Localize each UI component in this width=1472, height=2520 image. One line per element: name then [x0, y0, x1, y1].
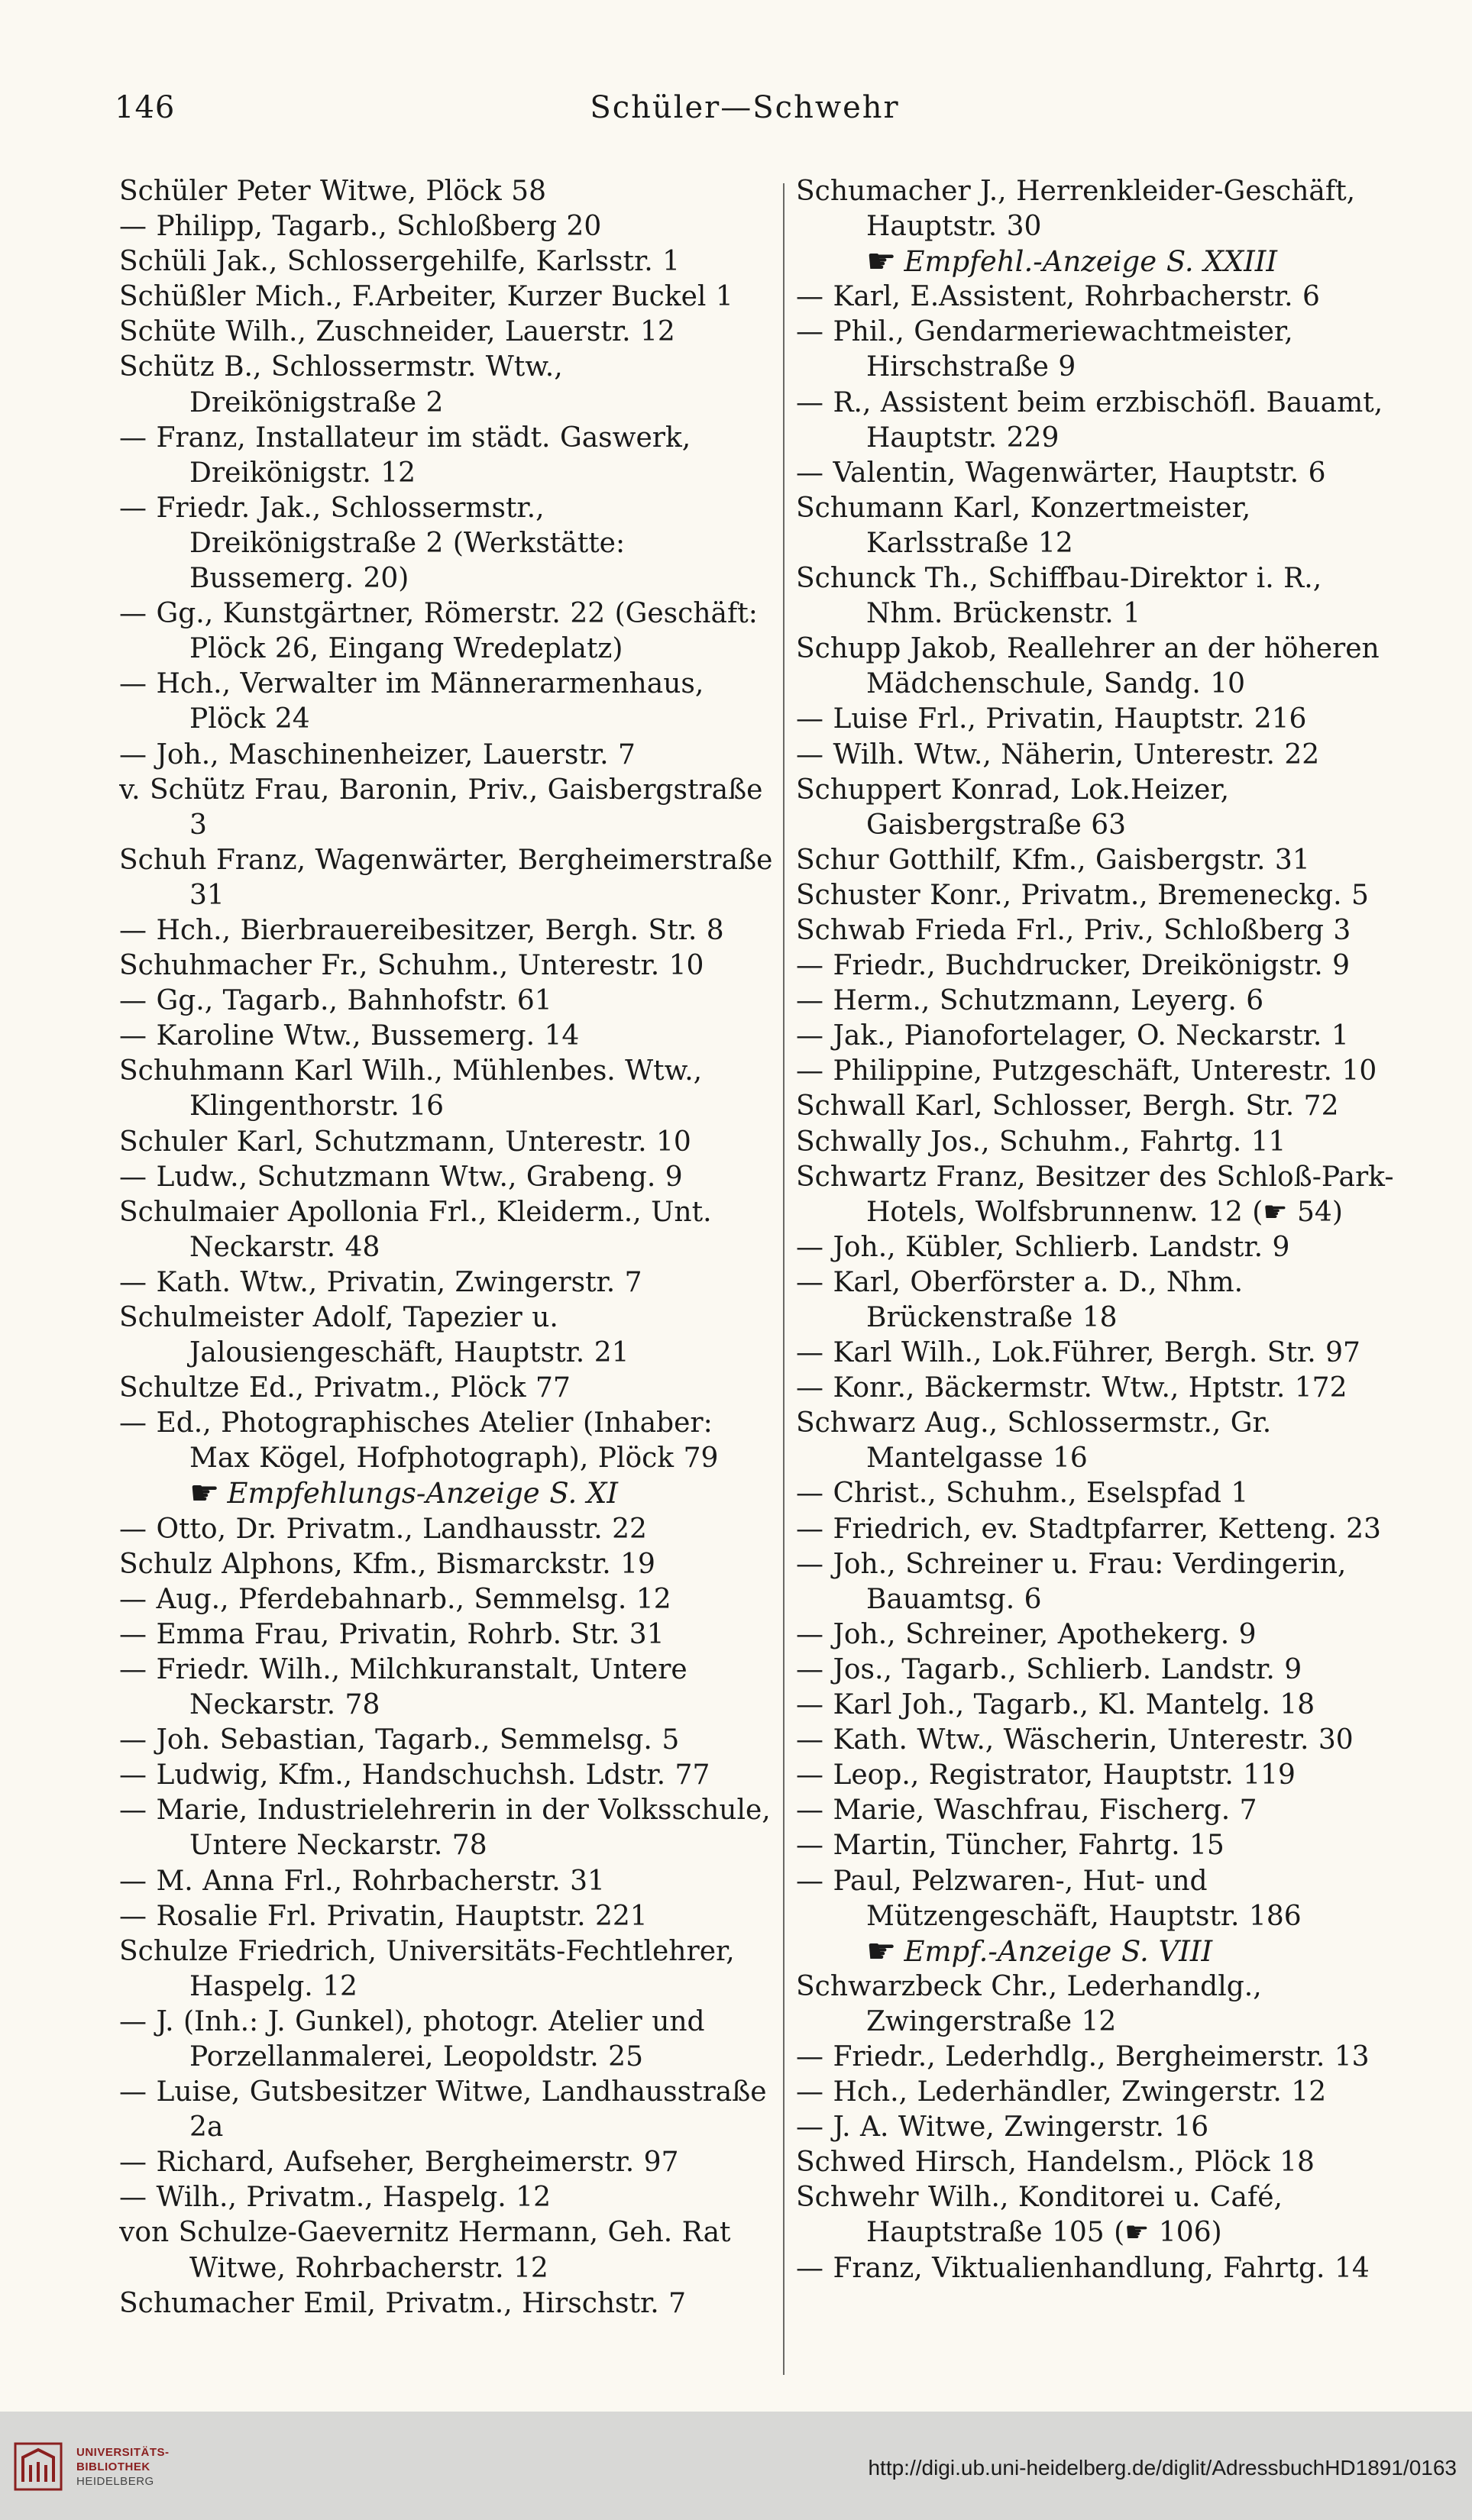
- entry-text: Schwed Hirsch, Handelsm., Plöck 18: [796, 2147, 1315, 2179]
- advertisement-reference: [796, 242, 1403, 282]
- entry-text: — Herm., Schutzmann, Leyerg. 6: [796, 985, 1264, 1017]
- entry-text: — Luise, Gutsbesitzer Witwe, Landhausstraße 2a: [119, 2076, 767, 2144]
- entry-text: — Hch., Lederhändler, Zwingerstr. 12: [796, 2076, 1327, 2108]
- library-logo-icon: [14, 2442, 63, 2491]
- library-name-line: UNIVERSITÄTS-: [76, 2446, 170, 2459]
- entry-text: Schupp Jakob, Reallehrer an der höheren Mädchenschule, Sandg. 10: [796, 633, 1380, 700]
- directory-entry: [119, 1195, 776, 1265]
- entry-text: — Martin, Tüncher, Fahrtg. 15: [796, 1830, 1225, 1862]
- directory-entry: [796, 561, 1403, 632]
- entry-text: Schuppert Konrad, Lok.Heizer, Gaisbergstraße 63: [796, 774, 1230, 841]
- left-column: [119, 174, 776, 2377]
- entry-text: — Luise Frl., Privatin, Hauptstr. 216: [796, 703, 1307, 735]
- entry-text: Schuster Konr., Privatm., Bremeneckg. 5: [796, 879, 1369, 911]
- entry-text: — Friedrich, ev. Stadtpfarrer, Ketteng. 23: [796, 1513, 1381, 1545]
- directory-entry: [796, 1723, 1403, 1758]
- directory-entry: [796, 1265, 1403, 1336]
- entry-text: Schwall Karl, Schlosser, Bergh. Str. 72: [796, 1090, 1339, 1123]
- entry-text: Schunck Th., Schiffbau-Direktor i. R., Nhm. Brückenstr. 1: [796, 563, 1322, 630]
- directory-entry: [796, 632, 1403, 702]
- entry-text: — Emma Frau, Privatin, Rohrb. Str. 31: [119, 1618, 665, 1650]
- entry-text: — Phil., Gendarmeriewachtmeister, Hirschstraße 9: [796, 316, 1293, 383]
- directory-entry: [119, 667, 776, 737]
- entry-text: — Kath. Wtw., Privatin, Zwingerstr. 7: [119, 1266, 642, 1298]
- entry-text: — R., Assistent beim erzbischöfl. Bauamt, Hauptstr. 229: [796, 386, 1383, 454]
- directory-entry: [119, 1582, 776, 1617]
- entry-text: Schulze Friedrich, Universitäts-Fechtlehrer, Haspelg. 12: [119, 1935, 735, 2002]
- directory-entry: [796, 1793, 1403, 1828]
- directory-entry: [796, 1864, 1403, 1934]
- entry-text: — Kath. Wtw., Wäscherin, Unterestr. 30: [796, 1724, 1354, 1756]
- directory-entry: [119, 738, 776, 773]
- directory-entry: [796, 984, 1403, 1019]
- directory-entry: [796, 386, 1403, 456]
- entry-text: — Franz, Viktualienhandlung, Fahrtg. 14: [796, 2252, 1370, 2284]
- directory-entry: [119, 2180, 776, 2215]
- entry-text: — Marie, Waschfrau, Fischerg. 7: [796, 1795, 1257, 1827]
- entry-text: — Friedr., Buchdrucker, Dreikönigstr. 9: [796, 950, 1351, 982]
- entry-text: Schur Gotthilf, Kfm., Gaisbergstr. 31: [796, 844, 1310, 876]
- entry-text: — Otto, Dr. Privatm., Landhausstr. 22: [119, 1513, 647, 1545]
- entry-text: Schumacher J., Herrenkleider-Geschäft, Hauptstr. 30: [796, 176, 1356, 243]
- library-name-line: HEIDELBERG: [76, 2475, 154, 2488]
- entry-text: Schwab Frieda Frl., Priv., Schloßberg 3: [796, 914, 1351, 946]
- directory-entry: [796, 878, 1403, 913]
- entry-text: — Christ., Schuhm., Eselspfad 1: [796, 1478, 1249, 1510]
- directory-entry: [119, 1899, 776, 1934]
- directory-entry: [119, 279, 776, 315]
- directory-entry: [119, 913, 776, 948]
- entry-text: — Leop., Registrator, Hauptstr. 119: [796, 1759, 1296, 1791]
- pointing-hand-icon: ☛: [866, 242, 897, 282]
- entry-text: Schulmaier Apollonia Frl., Kleiderm., Unt. Neckarstr. 48: [119, 1196, 712, 1263]
- entry-text: — Paul, Pelzwaren-, Hut- und Mützengeschäft, Hauptstr. 186: [796, 1865, 1302, 1932]
- directory-entry: [119, 1371, 776, 1406]
- entry-text: — Joh., Schreiner u. Frau: Verdingerin, Bauamtsg. 6: [796, 1548, 1347, 1615]
- entry-text: — Hch., Verwalter im Männerarmenhaus, Plöck 24: [119, 668, 704, 735]
- entry-text: Schüßler Mich., F.Arbeiter, Kurzer Buckel 1: [119, 281, 733, 313]
- directory-entry: [119, 1547, 776, 1582]
- entry-text: — Philipp, Tagarb., Schloßberg 20: [119, 211, 602, 243]
- entry-text: — Gg., Tagarb., Bahnhofstr. 61: [119, 985, 552, 1017]
- directory-entry: [796, 1688, 1403, 1723]
- footer-bar: [0, 2412, 1472, 2520]
- advertisement-reference: [119, 1474, 776, 1514]
- directory-entry: [796, 738, 1403, 773]
- entry-text: Schuhmann Karl Wilh., Mühlenbes. Wtw., Klingenthorstr. 16: [119, 1055, 703, 1123]
- right-column: [796, 174, 1403, 2377]
- entry-text: Schütz B., Schlossermstr. Wtw., Dreikönigstraße 2: [119, 351, 563, 418]
- directory-entry: [119, 1723, 776, 1758]
- entry-text: — Jos., Tagarb., Schlierb. Landstr. 9: [796, 1653, 1302, 1685]
- directory-entry: [796, 1653, 1403, 1688]
- directory-entry: [119, 1019, 776, 1054]
- entry-text: Schwarz Aug., Schlossermstr., Gr. Mantelgasse 16: [796, 1407, 1272, 1475]
- entry-text: — Joh., Maschinenheizer, Lauerstr. 7: [119, 738, 636, 771]
- directory-entry: [796, 174, 1403, 244]
- entry-text: — Rosalie Frl. Privatin, Hauptstr. 221: [119, 1900, 648, 1932]
- advertisement-reference: [796, 1931, 1403, 1971]
- entry-text: Schwarzbeck Chr., Lederhandlg., Zwingerstraße 12: [796, 1970, 1262, 2037]
- entry-text: — Richard, Aufseher, Bergheimerstr. 97: [119, 2147, 679, 2179]
- entry-text: — Friedr. Jak., Schlossermstr., Dreikönigstraße 2 (Werkstätte: Bussemerg. 20): [119, 492, 626, 595]
- directory-entry: [119, 2005, 776, 2075]
- entry-text: — Philippine, Putzgeschäft, Unterestr. 10: [796, 1055, 1377, 1087]
- directory-entry: [796, 1054, 1403, 1089]
- directory-entry: [796, 1758, 1403, 1793]
- directory-entry: [119, 2075, 776, 2145]
- entry-text: von Schulze-Gaevernitz Hermann, Geh. Rat Witwe, Rohrbacherstr. 12: [119, 2217, 731, 2284]
- entry-text: — Friedr. Wilh., Milchkuranstalt, Untere Neckarstr. 78: [119, 1653, 687, 1721]
- directory-entry: [119, 596, 776, 667]
- directory-entry: [796, 1512, 1403, 1547]
- directory-entry: [796, 843, 1403, 878]
- entry-text: Schüli Jak., Schlossergehilfe, Karlsstr. 1: [119, 246, 680, 278]
- directory-entry: [119, 773, 776, 843]
- directory-entry: [119, 1864, 776, 1899]
- directory-entry: [796, 1828, 1403, 1863]
- entry-text: — Jak., Pianofortelager, O. Neckarstr. 1: [796, 1020, 1349, 1052]
- entry-text: Schultze Ed., Privatm., Plöck 77: [119, 1372, 571, 1404]
- directory-entry: [119, 174, 776, 209]
- entry-text: Schüler Peter Witwe, Plöck 58: [119, 176, 546, 207]
- directory-entry: [119, 1758, 776, 1793]
- entry-text: Schulz Alphons, Kfm., Bismarckstr. 19: [119, 1548, 655, 1580]
- entry-text: — Konr., Bäckermstr. Wtw., Hptstr. 172: [796, 1372, 1347, 1404]
- directory-entry: [796, 773, 1403, 843]
- directory-entry: [119, 209, 776, 244]
- directory-entry: [119, 315, 776, 350]
- entry-text: Empf.-Anzeige S. VIII: [904, 1934, 1213, 1968]
- entry-text: — J. (Inh.: J. Gunkel), photogr. Atelier und Porzellanmalerei, Leopoldstr. 25: [119, 2005, 705, 2073]
- directory-entry: [796, 1969, 1403, 2040]
- directory-entry: [796, 2040, 1403, 2075]
- directory-entry: [796, 1336, 1403, 1371]
- directory-entry: [119, 1653, 776, 1723]
- source-url-link[interactable]: http://digi.ub.uni-heidelberg.de/diglit/AdressbuchHD1891/0163: [868, 2456, 1457, 2480]
- directory-entry: [119, 350, 776, 420]
- directory-entry: [119, 2286, 776, 2321]
- directory-entry: [119, 1512, 776, 1547]
- library-name: [76, 2445, 170, 2489]
- directory-entry: [119, 244, 776, 279]
- directory-entry: [796, 1476, 1403, 1511]
- entry-text: Schwehr Wilh., Konditorei u. Café, Hauptstraße 105 (☛ 106): [796, 2182, 1283, 2249]
- directory-entry: [119, 2215, 776, 2286]
- entry-text: — J. A. Witwe, Zwingerstr. 16: [796, 2111, 1209, 2144]
- directory-entry: [119, 843, 776, 913]
- directory-entry: [796, 2180, 1403, 2250]
- directory-entry: [796, 1089, 1403, 1124]
- running-head: Schüler—Schwehr: [590, 90, 900, 125]
- entry-text: Schüte Wilh., Zuschneider, Lauerstr. 12: [119, 316, 675, 348]
- entry-text: — Valentin, Wagenwärter, Hauptstr. 6: [796, 457, 1326, 489]
- directory-entry: [796, 1019, 1403, 1054]
- directory-entry: [796, 315, 1403, 385]
- directory-entry: [796, 1125, 1403, 1160]
- library-name-line: BIBLIOTHEK: [76, 2460, 150, 2473]
- directory-entry: [119, 1054, 776, 1124]
- entry-text: Schumann Karl, Konzertmeister, Karlsstraße 12: [796, 492, 1251, 559]
- directory-entry: [119, 1406, 776, 1476]
- directory-entry: [796, 1371, 1403, 1406]
- entry-text: — Friedr., Lederhdlg., Bergheimerstr. 13: [796, 2040, 1370, 2073]
- entry-text: — Joh., Kübler, Schlierb. Landstr. 9: [796, 1231, 1290, 1263]
- entry-text: — Ed., Photographisches Atelier (Inhaber: Max Kögel, Hofphotograph), Plöck 79: [119, 1407, 719, 1475]
- directory-entry: [796, 456, 1403, 491]
- directory-entry: [119, 948, 776, 984]
- directory-entry: [796, 702, 1403, 737]
- entry-text: — Gg., Kunstgärtner, Römerstr. 22 (Geschäft: Plöck 26, Eingang Wredeplatz): [119, 598, 758, 665]
- entry-text: — Karl Wilh., Lok.Führer, Bergh. Str. 97: [796, 1337, 1360, 1369]
- directory-entry: [119, 1793, 776, 1863]
- directory-entry: [119, 1125, 776, 1160]
- directory-entry: [796, 1230, 1403, 1265]
- directory-entry: [796, 2145, 1403, 2180]
- entry-text: Empfehlungs-Anzeige S. XI: [227, 1477, 618, 1510]
- entry-text: Schulmeister Adolf, Tapezier u. Jalousiengeschäft, Hauptstr. 21: [119, 1302, 629, 1369]
- directory-entry: [796, 2251, 1403, 2286]
- entry-text: — Joh. Sebastian, Tagarb., Semmelsg. 5: [119, 1724, 680, 1756]
- directory-entry: [796, 491, 1403, 561]
- entry-text: Schwally Jos., Schuhm., Fahrtg. 11: [796, 1126, 1286, 1158]
- directory-entry: [796, 1160, 1403, 1230]
- directory-entry: [796, 2075, 1403, 2110]
- directory-entry: [796, 913, 1403, 948]
- entry-text: — Aug., Pferdebahnarb., Semmelsg. 12: [119, 1583, 671, 1615]
- entry-text: Empfehl.-Anzeige S. XXIII: [904, 245, 1277, 279]
- entry-text: — Karoline Wtw., Bussemerg. 14: [119, 1020, 580, 1052]
- directory-entry: [796, 1617, 1403, 1653]
- entry-text: — Joh., Schreiner, Apothekerg. 9: [796, 1618, 1257, 1650]
- directory-entry: [119, 1617, 776, 1653]
- entry-text: — M. Anna Frl., Rohrbacherstr. 31: [119, 1865, 605, 1897]
- entry-text: Schuh Franz, Wagenwärter, Bergheimerstraße 31: [119, 844, 773, 911]
- entry-text: Schumacher Emil, Privatm., Hirschstr. 7: [119, 2287, 687, 2319]
- entry-text: v. Schütz Frau, Baronin, Priv., Gaisbergstraße 3: [119, 774, 763, 841]
- page-header: [115, 90, 1375, 136]
- column-divider: [783, 183, 785, 2375]
- entry-text: — Ludw., Schutzmann Wtw., Grabeng. 9: [119, 1161, 683, 1193]
- entry-text: Schwartz Franz, Besitzer des Schloß-Park-Hotels, Wolfsbrunnenw. 12 (☛ 54): [796, 1161, 1394, 1228]
- directory-entry: [119, 1300, 776, 1371]
- entry-text: — Hch., Bierbrauereibesitzer, Bergh. Str. 8: [119, 914, 724, 946]
- entry-text: — Karl, Oberförster a. D., Nhm. Brückenstraße 18: [796, 1266, 1244, 1333]
- entry-text: — Karl, E.Assistent, Rohrbacherstr. 6: [796, 281, 1320, 313]
- page-number: 146: [115, 90, 176, 125]
- entry-text: — Ludwig, Kfm., Handschuchsh. Ldstr. 77: [119, 1759, 710, 1791]
- directory-entry: [796, 2110, 1403, 2145]
- entry-text: Schuler Karl, Schutzmann, Unterestr. 10: [119, 1126, 691, 1158]
- directory-entry: [119, 2145, 776, 2180]
- directory-entry: [119, 421, 776, 491]
- pointing-hand-icon: ☛: [866, 1931, 897, 1971]
- pointing-hand-icon: ☛: [189, 1474, 220, 1514]
- directory-entry: [119, 1934, 776, 2005]
- entry-text: — Karl Joh., Tagarb., Kl. Mantelg. 18: [796, 1689, 1315, 1721]
- directory-entry: [119, 491, 776, 596]
- entry-text: — Wilh. Wtw., Näherin, Unterestr. 22: [796, 738, 1320, 771]
- directory-entry: [119, 1160, 776, 1195]
- directory-entry: [119, 984, 776, 1019]
- directory-entry: [119, 1265, 776, 1300]
- entry-text: — Wilh., Privatm., Haspelg. 12: [119, 2182, 551, 2214]
- entry-text: — Franz, Installateur im städt. Gaswerk, Dreikönigstr. 12: [119, 422, 691, 489]
- directory-entry: [796, 279, 1403, 315]
- entry-text: — Marie, Industrielehrerin in der Volksschule, Untere Neckarstr. 78: [119, 1795, 771, 1862]
- entry-text: Schuhmacher Fr., Schuhm., Unterestr. 10: [119, 950, 704, 982]
- directory-entry: [796, 1547, 1403, 1617]
- directory-entry: [796, 1406, 1403, 1476]
- directory-entry: [796, 948, 1403, 984]
